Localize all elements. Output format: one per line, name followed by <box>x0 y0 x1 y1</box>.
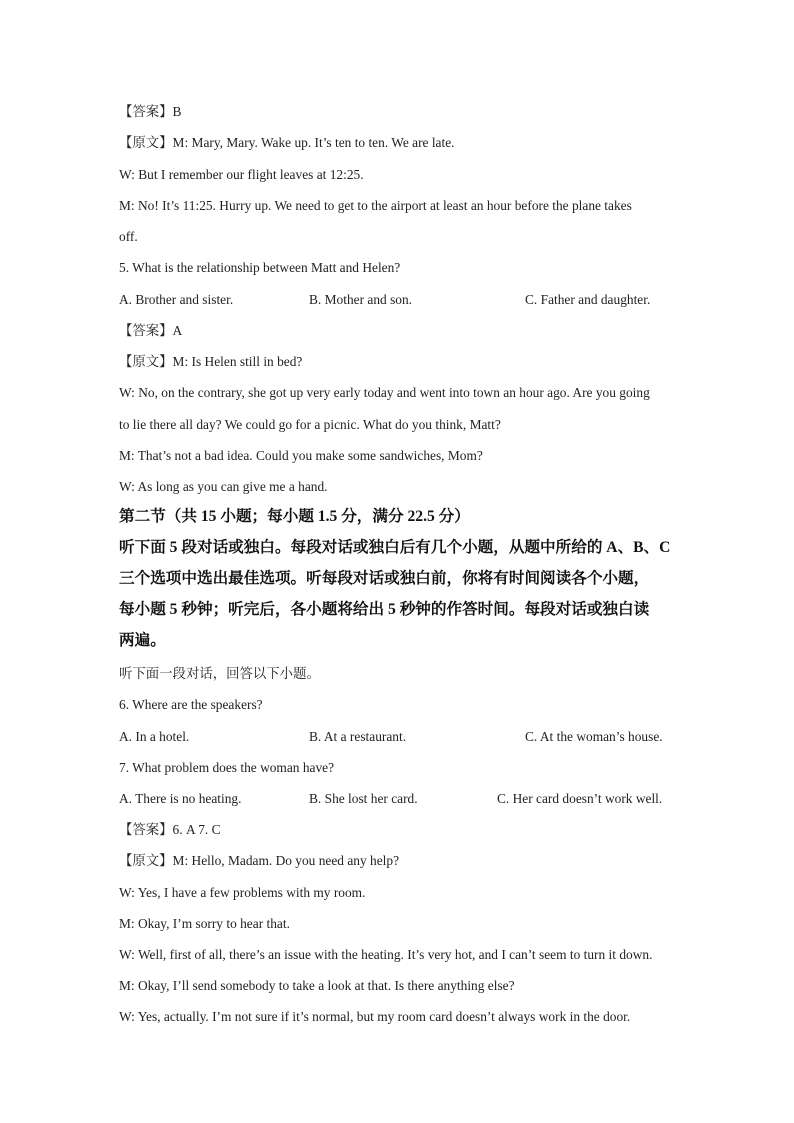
transcript-line: off. <box>119 229 138 244</box>
option-a: A. Brother and sister. <box>119 292 234 307</box>
option-b: B. She lost her card. <box>309 791 418 806</box>
transcript-line: W: No, on the contrary, she got up very early today and went into town an hour ago. Are you going <box>119 385 650 400</box>
transcript-line: W: But I remember our flight leaves at 12:25. <box>119 167 364 182</box>
option-b: B. At a restaurant. <box>309 729 407 744</box>
transcript-line: M: Okay, I’ll send somebody to take a look at that. Is there anything else? <box>119 978 515 993</box>
question-7: 7. What problem does the woman have? <box>119 760 335 775</box>
option-a: A. In a hotel. <box>119 729 190 744</box>
instructions-line: 三个选项中选出最佳选项。听每段对话或独白前，你将有时间阅读各个小题， <box>119 570 650 587</box>
transcript-line: M: Okay, I’m sorry to hear that. <box>119 916 290 931</box>
transcript-line: 【原文】M: Hello, Madam. Do you need any help? <box>119 853 400 868</box>
option-a: A. There is no heating. <box>119 791 242 806</box>
answer-label: 【答案】B <box>119 104 182 119</box>
transcript-line: W: Yes, actually. I’m not sure if it’s normal, but my room card doesn’t always work in the door. <box>119 1009 631 1024</box>
instructions-line: 两遍。 <box>119 632 166 649</box>
transcript-line: 【原文】M: Is Helen still in bed? <box>119 354 303 369</box>
transcript-line: M: That’s not a bad idea. Could you make some sandwiches, Mom? <box>119 448 483 463</box>
question-5: 5. What is the relationship between Matt and Helen? <box>119 260 401 275</box>
option-c: C. At the woman’s house. <box>525 729 663 744</box>
transcript-line: to lie there all day? We could go for a picnic. What do you think, Matt? <box>119 417 501 432</box>
instructions-line: 听下面 5 段对话或独白。每段对话或独白后有几个小题，从题中所给的 A、B、C <box>119 539 671 556</box>
transcript-line: M: No! It’s 11:25. Hurry up. We need to get to the airport at least an hour before the plane takes <box>119 198 632 213</box>
transcript-line: W: As long as you can give me a hand. <box>119 479 328 494</box>
instructions-line: 每小题 5 秒钟；听完后，各小题将给出 5 秒钟的作答时间。每段对话或独白读 <box>119 601 650 618</box>
transcript-line: W: Well, first of all, there’s an issue with the heating. It’s very hot, and I can’t seem to turn it down. <box>119 947 653 962</box>
dialogue-intro: 听下面一段对话，回答以下小题。 <box>119 666 320 681</box>
option-c: C. Her card doesn’t work well. <box>497 791 663 806</box>
answer-label: 【答案】A <box>119 323 183 338</box>
transcript-line: 【原文】M: Mary, Mary. Wake up. It’s ten to ten. We are late. <box>119 135 455 150</box>
transcript-line: W: Yes, I have a few problems with my room. <box>119 885 366 900</box>
section-heading: 第二节（共 15 小题；每小题 1.5 分，满分 22.5 分） <box>119 508 470 525</box>
option-c: C. Father and daughter. <box>525 292 651 307</box>
answer-label: 【答案】6. A 7. C <box>119 822 221 837</box>
option-b: B. Mother and son. <box>309 292 413 307</box>
question-6: 6. Where are the speakers? <box>119 697 263 712</box>
